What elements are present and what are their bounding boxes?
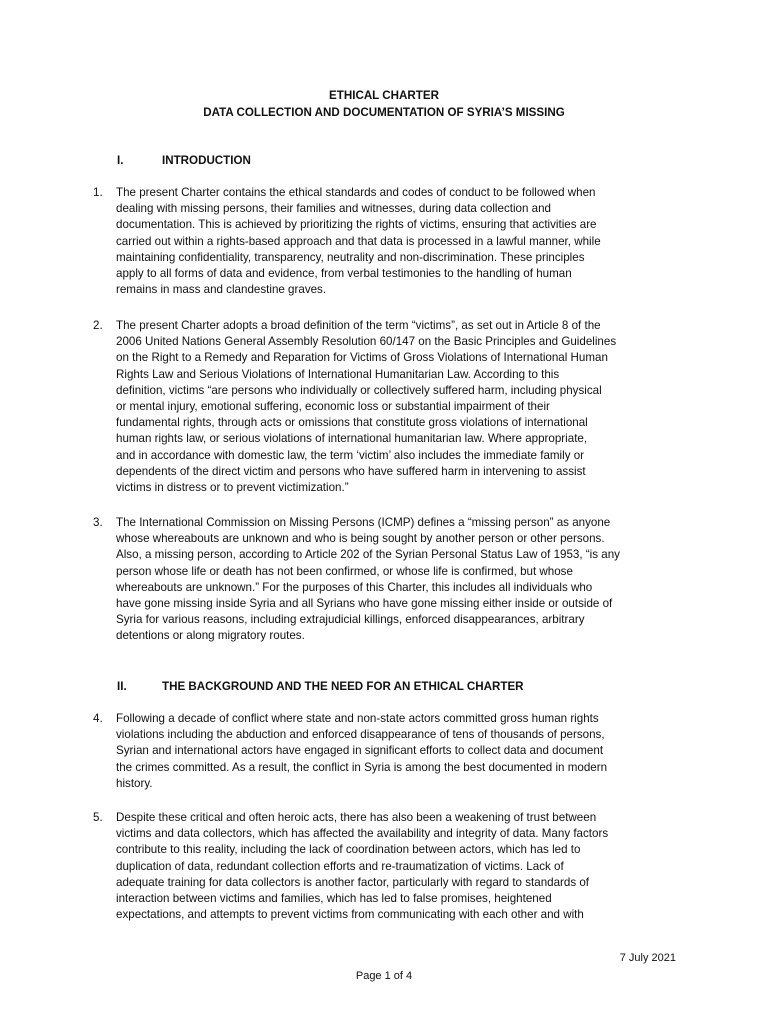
paragraph-number: 4. — [93, 712, 103, 725]
section-title: THE BACKGROUND AND THE NEED FOR AN ETHICAL CHARTER — [162, 680, 524, 693]
paragraph-number: 5. — [93, 811, 103, 824]
paragraph-text: The International Commission on Missing Persons (ICMP) defines a “missing person” as anyone whose whereabouts are unknown and who is being sought by another person or other persons. Also, a missing person, according to Article 202 of the Syrian Personal Status Law of 1953, “is any person whose life or death has not been confirmed, or whose life is confirmed, but whose whereabouts are unknown.” For the purposes of this Charter, this includes all individuals who have gone missing inside Syria and all Syrians who have gone missing either inside or outside of Syria for various reasons, including extrajudicial killings, enforced disappearances, arbitrary detentions or along migratory routes. — [116, 516, 620, 643]
paragraph-5 — [93, 810, 683, 923]
paragraph-4 — [93, 711, 683, 792]
paragraph-3 — [93, 515, 683, 645]
footer-date: 7 July 2021 — [619, 952, 676, 964]
section-number: II. — [117, 680, 127, 693]
section-heading-background — [117, 679, 524, 695]
document-subtitle: DATA COLLECTION AND DOCUMENTATION OF SYRIA’S MISSING — [203, 106, 565, 119]
paragraph-1 — [93, 185, 683, 298]
document-title: ETHICAL CHARTER — [329, 89, 439, 102]
paragraph-text: The present Charter adopts a broad definition of the term “victims”, as set out in Article 8 of the 2006 United Nations General Assembly Resolution 60/147 on the Basic Principles and Guidelines on the Right to a Remedy and Reparation for Victims of Gross Violations of International Human Rights Law and Serious Violations of International Humanitarian Law. According to this definition, victims “are persons who individually or collectively suffered harm, including physical or mental injury, emotional suffering, economic loss or substantial impairment of their fundamental rights, through acts or omissions that constitute gross violations of international human rights law, or serious violations of international humanitarian law. Where appropriate, and in accordance with domestic law, the term ‘victim’ also includes the immediate family or dependents of the direct victim and persons who have suffered harm in intervening to assist victims in distress or to prevent victimization.” — [116, 319, 617, 495]
paragraph-text: Despite these critical and often heroic acts, there has also been a weakening of trust between victims and data collectors, which has affected the availability and integrity of data. Many factors contribute to this reality, including the lack of coordination between actors, which has led to duplication of data, redundant collection efforts and re-traumatization of victims. Lack of adequate training for data collectors is another factor, particularly with regard to standards of interaction between victims and families, which has led to false promises, heightened expectations, and attempts to prevent victims from communicating with each other and with — [116, 811, 609, 922]
paragraph-number: 3. — [93, 516, 103, 529]
page-number: Page 1 of 4 — [355, 970, 413, 982]
paragraph-text: The present Charter contains the ethical standards and codes of conduct to be followed when dealing with missing persons, their families and witnesses, during data collection and documentation. This is achieved by prioritizing the rights of victims, ensuring that activities are carried out within a rights-based approach and that data is processed in a lawful manner, while maintaining confidentiality, transparency, neutrality and non-discrimination. These principles apply to all forms of data and evidence, from verbal testimonies to the handling of human remains in mass and clandestine graves. — [116, 186, 601, 297]
paragraph-2 — [93, 318, 683, 496]
paragraph-text: Following a decade of conflict where state and non-state actors committed gross human rights violations including the abduction and enforced disappearance of tens of thousands of persons, Syrian and international actors have engaged in significant efforts to collect data and document the crimes committed. As a result, the conflict in Syria is among the best documented in modern history. — [116, 712, 608, 790]
section-title: INTRODUCTION — [162, 154, 251, 167]
section-number: I. — [117, 154, 124, 167]
section-heading-introduction — [117, 153, 251, 169]
paragraph-number: 1. — [93, 186, 103, 199]
paragraph-number: 2. — [93, 319, 103, 332]
